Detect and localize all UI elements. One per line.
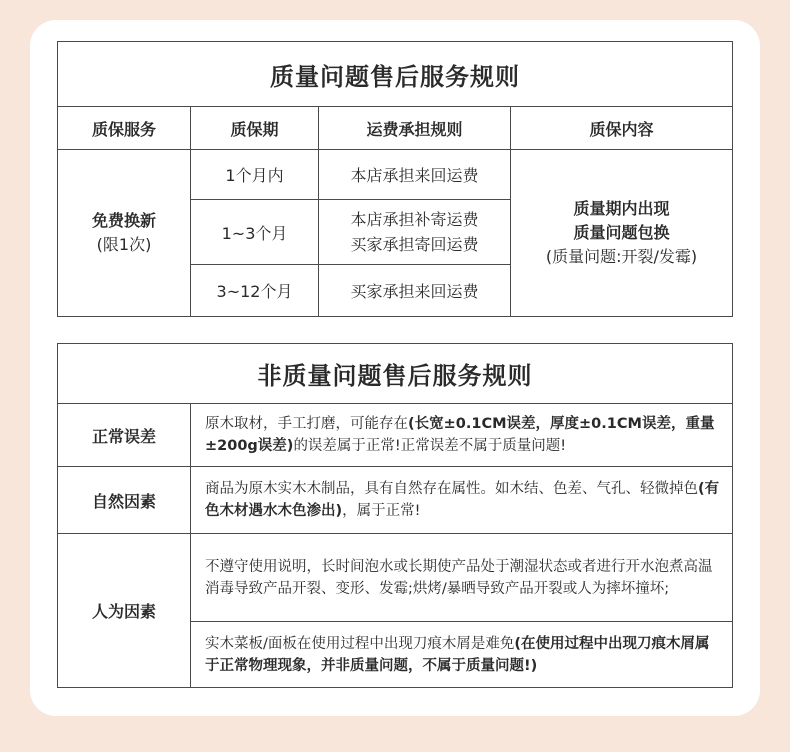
natural-bold: (有色木材遇水木色渗出) (205, 481, 720, 519)
content-cell (511, 150, 733, 317)
shipping-3: 买家承担来回运费 (319, 265, 511, 317)
shipping-2-line-2: 买家承担寄回运费 (350, 235, 479, 254)
header-period: 质保期 (191, 107, 319, 150)
content-line-3: (质量问题:开裂/发霉) (545, 247, 698, 266)
non-quality-service-table (57, 343, 733, 688)
period-3: 3~12个月 (191, 265, 319, 317)
row-label-human-factors: 人为因素 (58, 534, 191, 688)
row-label-normal-error: 正常误差 (58, 404, 191, 467)
shipping-2 (319, 200, 511, 265)
row-label-natural-factors: 自然因素 (58, 467, 191, 534)
normal-error-text-a: 原木取材，手工打磨，可能存在 (205, 416, 408, 432)
shipping-2-line-1: 本店承担补寄运费 (350, 210, 479, 229)
row-text-normal-error (191, 404, 733, 467)
period-1: 1个月内 (191, 150, 319, 200)
header-content: 质保内容 (511, 107, 733, 150)
row-text-human-factors-1: 不遵守使用说明，长时间泡水或长期使产品处于潮湿状态或者进行开水泡煮高温消毒导致产品开裂、变形、发霉;烘烤/暴晒导致产品开裂或人为摔坏撞坏; (191, 534, 733, 622)
normal-error-bold: (长宽±0.1CM误差，厚度±0.1CM误差，重量±200g误差) (205, 416, 715, 454)
header-shipping: 运费承担规则 (319, 107, 511, 150)
quality-table-title: 质量问题售后服务规则 (58, 42, 733, 107)
natural-text-b: ，属于正常! (342, 503, 421, 519)
content-line-2: 质量问题包换 (573, 223, 670, 242)
shipping-1: 本店承担来回运费 (319, 150, 511, 200)
human-bold-2: (在使用过程中出现刀痕木屑属于正常物理现象，并非质量问题，不属于质量问题!) (205, 635, 710, 674)
non-quality-table-title: 非质量问题售后服务规则 (58, 344, 733, 404)
header-service: 质保服务 (58, 107, 191, 150)
row-text-natural-factors (191, 467, 733, 534)
service-cell (58, 150, 191, 317)
period-2: 1~3个月 (191, 200, 319, 265)
natural-text-a: 商品为原木实木木制品，具有自然存在属性。如木结、色差、气孔、轻微掉色 (205, 481, 698, 497)
content-line-1: 质量期内出现 (573, 199, 670, 218)
normal-error-text-b: 的误差属于正常!正常误差不属于质量问题! (293, 438, 567, 454)
quality-service-table (57, 41, 733, 317)
service-sub: (限1次) (96, 235, 152, 254)
service-main: 免费换新 (91, 211, 156, 230)
row-text-human-factors-2 (191, 622, 733, 688)
human-text-2a: 实木菜板/面板在使用过程中出现刀痕木屑是难免 (205, 635, 515, 652)
